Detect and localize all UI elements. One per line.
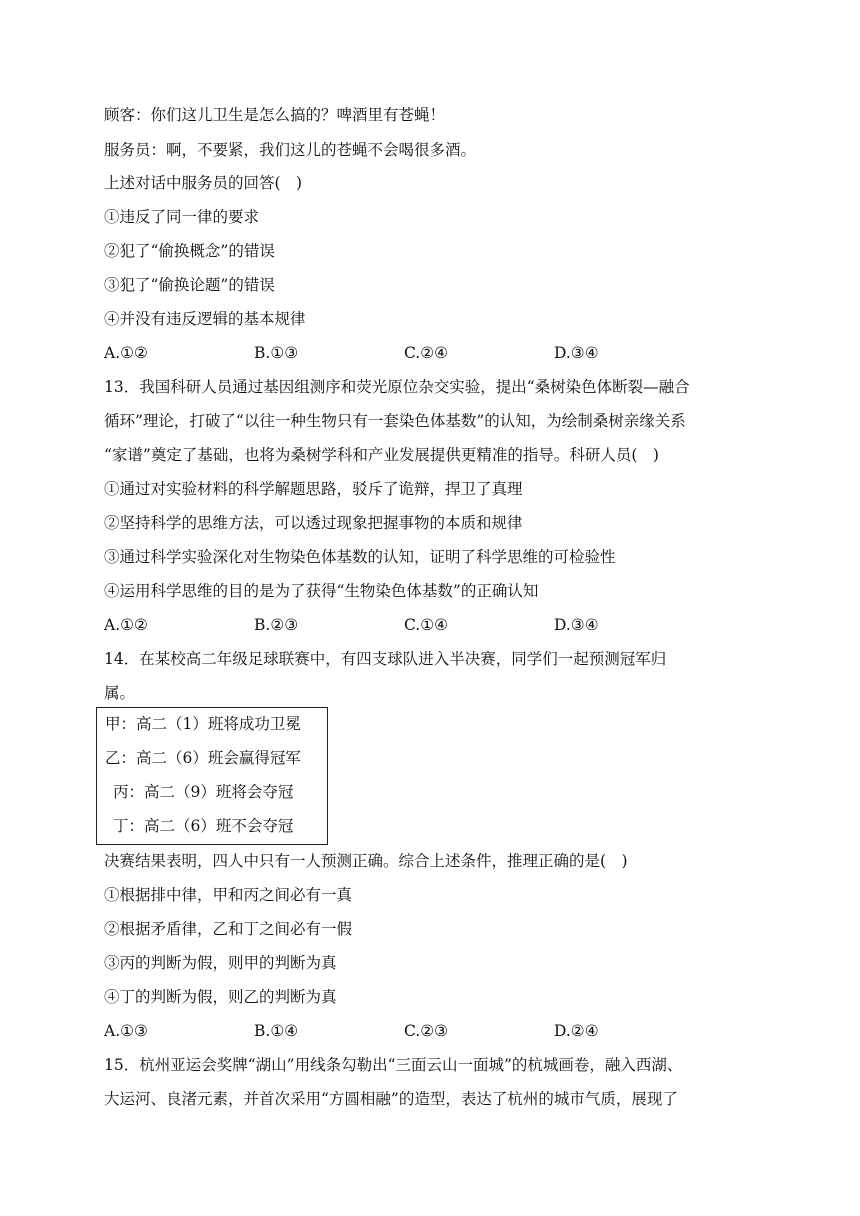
dialogue-customer: 顾客：你们这儿卫生是怎么搞的？啤酒里有苍蝇！ bbox=[104, 106, 446, 124]
q12-stem: 上述对话中服务员的回答( ) bbox=[104, 174, 303, 192]
q13-item: ④运用科学思维的目的是为了获得“生物染色体基数”的正确认知 bbox=[104, 582, 539, 600]
q15-stem-line: 大运河、良渚元素，并首次采用“方圆相融”的造型，表达了杭州的城市气质，展现了 bbox=[104, 1090, 678, 1108]
q13-option-a: A.①② bbox=[104, 616, 148, 634]
q14-stem-line: 属。 bbox=[104, 684, 136, 702]
prediction-jia: 甲：高二（1）班将成功卫冕 bbox=[105, 715, 301, 733]
q14-option-d: D.②④ bbox=[554, 1022, 599, 1040]
q13-option-c: C.①④ bbox=[404, 616, 449, 634]
q12-option-b: B.①③ bbox=[254, 344, 299, 362]
q15-stem-line: 15．杭州亚运会奖牌“湖山”用线条勾勒出“三面云山一面城”的杭城画卷，融入西湖、 bbox=[104, 1056, 683, 1074]
q12-item: ②犯了“偷换概念”的错误 bbox=[104, 242, 275, 260]
q12-option-a: A.①② bbox=[104, 344, 148, 362]
q13-option-b: B.②③ bbox=[254, 616, 299, 634]
q12-item: ①违反了同一律的要求 bbox=[104, 208, 260, 226]
q13-option-d: D.③④ bbox=[554, 616, 599, 634]
q14-option-c: C.②③ bbox=[404, 1022, 449, 1040]
q14-item: ②根据矛盾律，乙和丁之间必有一假 bbox=[104, 920, 353, 938]
prediction-yi: 乙：高二（6）班会赢得冠军 bbox=[105, 749, 301, 767]
q14-after: 决赛结果表明，四人中只有一人预测正确。综合上述条件，推理正确的是( ) bbox=[104, 852, 628, 870]
q14-option-a: A.①③ bbox=[104, 1022, 148, 1040]
dialogue-waiter: 服务员：啊，不要紧，我们这儿的苍蝇不会喝很多酒。 bbox=[104, 141, 477, 159]
prediction-box bbox=[96, 707, 328, 845]
q14-option-b: B.①④ bbox=[254, 1022, 299, 1040]
q14-item: ①根据排中律，甲和丙之间必有一真 bbox=[104, 886, 353, 904]
prediction-ding: 丁：高二（6）班不会夺冠 bbox=[113, 817, 294, 835]
prediction-bing: 丙：高二（9）班将会夺冠 bbox=[113, 783, 294, 801]
q13-stem-line: “家谱”奠定了基础，也将为桑树学科和产业发展提供更精准的指导。科研人员( ) bbox=[104, 446, 659, 464]
q12-option-d: D.③④ bbox=[554, 344, 599, 362]
q13-item: ②坚持科学的思维方法，可以透过现象把握事物的本质和规律 bbox=[104, 514, 523, 532]
q13-stem-line: 13．我国科研人员通过基因组测序和荧光原位杂交实验，提出“桑树染色体断裂—融合 bbox=[104, 378, 690, 396]
q13-item: ①通过对实验材料的科学解题思路，驳斥了诡辩，捍卫了真理 bbox=[104, 480, 523, 498]
q14-stem-line: 14．在某校高二年级足球联赛中，有四支球队进入半决赛，同学们一起预测冠军归 bbox=[104, 650, 667, 668]
q12-item: ③犯了“偷换论题”的错误 bbox=[104, 276, 275, 294]
q12-option-c: C.②④ bbox=[404, 344, 449, 362]
q14-item: ④丁的判断为假，则乙的判断为真 bbox=[104, 988, 337, 1006]
q14-item: ③丙的判断为假，则甲的判断为真 bbox=[104, 954, 337, 972]
q13-item: ③通过科学实验深化对生物染色体基数的认知，证明了科学思维的可检验性 bbox=[104, 548, 616, 566]
q12-item: ④并没有违反逻辑的基本规律 bbox=[104, 310, 306, 328]
q13-stem-line: 循环”理论，打破了“以往一种生物只有一套染色体基数”的认知，为绘制桑树亲缘关系 bbox=[104, 412, 686, 430]
